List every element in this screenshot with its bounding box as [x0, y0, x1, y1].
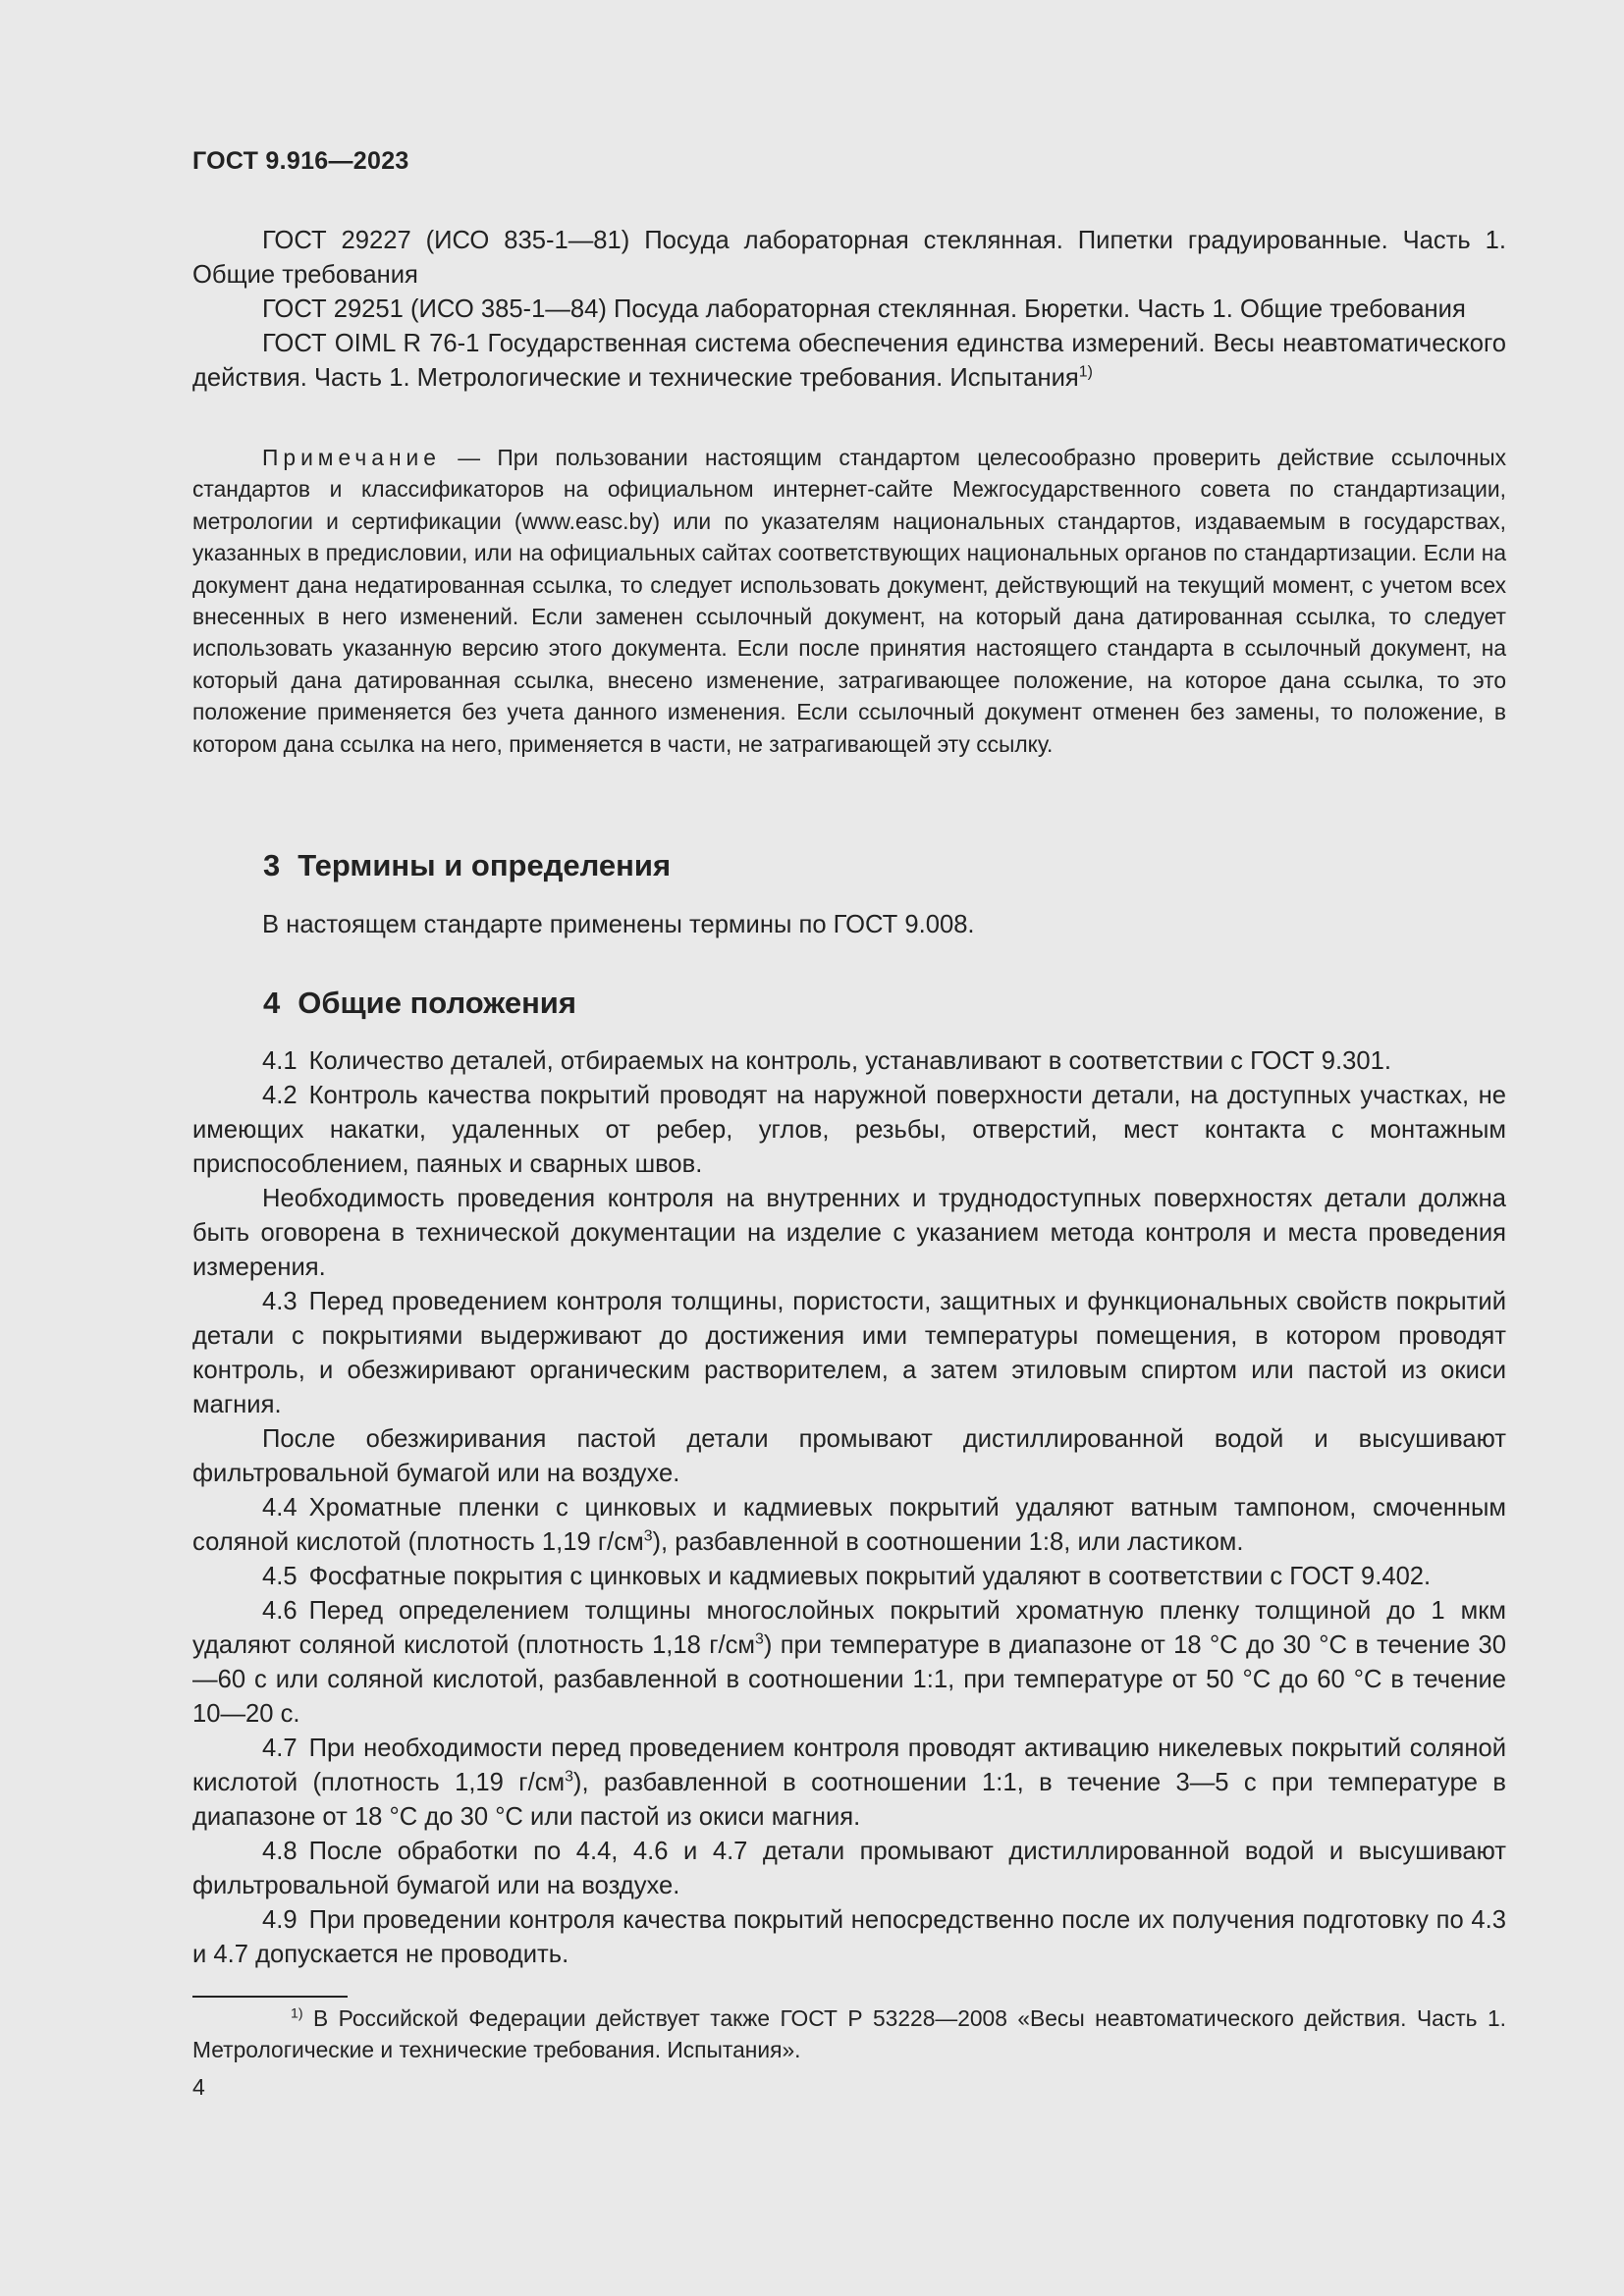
paragraph: Необходимость проведения контроля на внутренних и труднодоступных поверхностях детали должна быть оговорена в технической документации на изделие с указанием метода контроля и места проведения измерения.	[192, 1185, 1506, 1281]
footnote	[192, 2002, 1506, 2066]
clause-number: 4.9	[262, 1906, 298, 1934]
section-number: 4	[263, 986, 281, 1020]
section-4-heading	[263, 986, 576, 1021]
footnote-text: В Российской Федерации действует также ГОСТ Р 53228—2008 «Весы неавтоматического действия. Часть 1. Метрологические и технические требования. Испытания».	[192, 2005, 1506, 2063]
section-4-body	[192, 1044, 1506, 1972]
section-3-heading	[263, 848, 671, 883]
clause-number: 4.2	[262, 1082, 298, 1109]
section-title: Термины и определения	[298, 848, 672, 882]
clause-number: 4.7	[262, 1735, 298, 1762]
clause-text: При необходимости перед проведением контроля проводят активацию никелевых покрытий соляной кислотой (плотность 1,19 г/см	[192, 1735, 1506, 1796]
clause-4-3	[192, 1285, 1506, 1422]
clause-4-5	[192, 1560, 1506, 1594]
document-header: ГОСТ 9.916—2023	[192, 147, 409, 175]
clause-text: При проведении контроля качества покрытий непосредственно после их получения подготовку по 4.3 и 4.7 допускается не проводить.	[192, 1906, 1506, 1968]
superscript: 3	[643, 1527, 653, 1545]
clause-4-7	[192, 1732, 1506, 1835]
footnote-divider	[192, 1996, 348, 1998]
reference-item: ГОСТ 29251 (ИСО 385-1—84) Посуда лабораторная стеклянная. Бюретки. Часть 1. Общие требования	[262, 295, 1466, 323]
clause-text: Перед определением толщины многослойных покрытий хроматную пленку толщиной до 1 мкм удаляют соляной кислотой (плотность 1,18 г/см	[192, 1597, 1506, 1659]
clause-text: Фосфатные покрытия с цинковых и кадмиевых покрытий удаляют в соответствии с ГОСТ 9.402.	[308, 1563, 1432, 1590]
note-text: — При пользовании настоящим стандартом целесообразно проверить действие ссылочных стандартов и классификаторов на официальном интернет-сайте Межгосударственного совета по стандартизации, метрологии и сертификации (www.easc.by) или по указателям национальных стандартов, издаваемым в государствах, указанных в предисловии, или на официальных сайтах соответствующих национальных органов по стандартизации. Если на документ дана недатированная ссылка, то следует использовать документ, действующий на текущий момент, с учетом всех внесенных в него изменений. Если заменен ссылочный документ, на который дана датированная ссылка, то следует использовать указанную версию этого документа. Если после принятия настоящего стандарта в ссылочный документ, на который дана датированная ссылка, внесено изменение, затрагивающее положение, на которое дана ссылка, то это положение применяется без учета данного изменения. Если ссылочный документ отменен без замены, то положение, в котором дана ссылка на него, применяется в части, не затрагивающей эту ссылку.	[192, 445, 1506, 757]
reference-item: ГОСТ 29227 (ИСО 835-1—81) Посуда лабораторная стеклянная. Пипетки градуированные. Часть 1. Общие требования	[192, 227, 1506, 289]
page-number: 4	[192, 2074, 205, 2100]
clause-text: ), разбавленной в соотношении 1:8, или ластиком.	[652, 1528, 1244, 1556]
superscript: 3	[755, 1630, 764, 1648]
note-paragraph	[192, 442, 1506, 760]
clause-4-8	[192, 1835, 1506, 1903]
reference-text: ГОСТ OIML R 76-1 Государственная система обеспечения единства измерений. Весы неавтоматического действия. Часть 1. Метрологические и технические требования. Испытания	[192, 330, 1506, 392]
clause-text: Хроматные пленки с цинковых и кадмиевых покрытий удаляют ватным тампоном, смоченным соляной кислотой (плотность 1,19 г/см	[192, 1494, 1506, 1556]
clause-text: Контроль качества покрытий проводят на наружной поверхности детали, на доступных участках, не имеющих накатки, удаленных от ребер, углов, резьбы, отверстий, мест контакта с монтажным приспособлением, паяных и сварных швов.	[192, 1082, 1506, 1178]
clause-4-2	[192, 1079, 1506, 1182]
footnote-ref: 1)	[1078, 363, 1093, 381]
paragraph: После обезжиривания пастой детали промывают дистиллированной водой и высушивают фильтровальной бумагой или на воздухе.	[192, 1425, 1506, 1487]
clause-4-1	[192, 1044, 1506, 1079]
section-3-body	[192, 908, 1506, 942]
section-number: 3	[263, 848, 281, 882]
clause-text: ) при температуре в диапазоне от 18 °С до 30 °С в течение 30—60 с или соляной кислотой, разбавленной в соотношении 1:1, при температуре от 50 °С до 60 °С в течение 10—20 с.	[192, 1631, 1506, 1728]
clause-4-6	[192, 1594, 1506, 1732]
footnote-paragraph	[192, 2002, 1506, 2066]
clause-number: 4.8	[262, 1838, 298, 1865]
note-label: Примечание	[262, 445, 441, 470]
clause-text: Количество деталей, отбираемых на контроль, устанавливают в соответствии с ГОСТ 9.301.	[308, 1047, 1391, 1075]
clause-number: 4.6	[262, 1597, 298, 1625]
footnote-marker: 1)	[291, 2004, 303, 2021]
clause-number: 4.3	[262, 1288, 298, 1315]
superscript: 3	[565, 1768, 573, 1786]
clause-number: 4.1	[262, 1047, 298, 1075]
normative-references	[192, 224, 1506, 396]
note-block	[192, 442, 1506, 760]
clause-number: 4.5	[262, 1563, 298, 1590]
clause-4-4	[192, 1491, 1506, 1560]
clause-text: Перед проведением контроля толщины, пористости, защитных и функциональных свойств покрытий детали с покрытиями выдерживают до достижения ими температуры помещения, в котором проводят контроль, и обезжиривают органическим растворителем, а затем этиловым спиртом или пастой из окиси магния.	[192, 1288, 1506, 1418]
clause-number: 4.4	[262, 1494, 298, 1522]
clause-text: После обработки по 4.4, 4.6 и 4.7 детали промывают дистиллированной водой и высушивают фильтровальной бумагой или на воздухе.	[192, 1838, 1506, 1899]
clause-4-9	[192, 1903, 1506, 1972]
clause-text: ), разбавленной в соотношении 1:1, в течение 3—5 с при температуре в диапазоне от 18 °С до 30 °С или пастой из окиси магния.	[192, 1769, 1506, 1831]
section-title: Общие положения	[298, 986, 576, 1020]
paragraph: В настоящем стандарте применены термины по ГОСТ 9.008.	[262, 911, 975, 938]
reference-item	[192, 327, 1506, 396]
